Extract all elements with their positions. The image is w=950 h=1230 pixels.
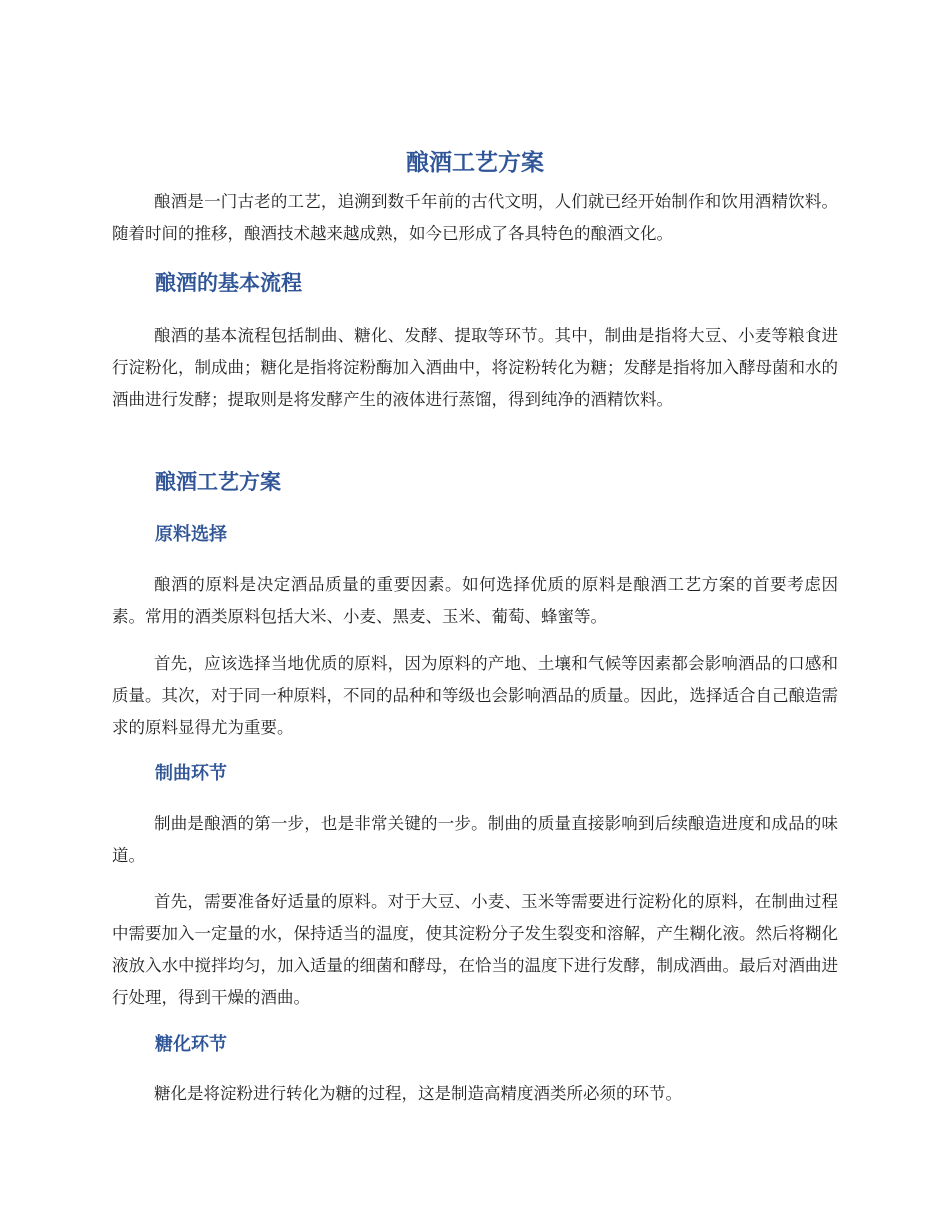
document-title: 酿酒工艺方案 <box>406 150 544 176</box>
materials-paragraph-1: 酿酒的原料是决定酒品质量的重要因素。如何选择优质的原料是酿酒工艺方案的首要考虑因素。常用的酒类原料包括大米、小麦、黑麦、玉米、葡萄、蜂蜜等。 <box>112 575 838 626</box>
section-heading-brewing-plan: 酿酒工艺方案 <box>155 470 281 494</box>
subsection-heading-saccharification: 糖化环节 <box>155 1034 227 1055</box>
subsection-heading-materials: 原料选择 <box>155 524 227 545</box>
materials-paragraph-2: 首先，应该选择当地优质的原料，因为原料的产地、土壤和气候等因素都会影响酒品的口感和质量。其次，对于同一种原料，不同的品种和等级也会影响酒品的质量。因此，选择适合自己酿造需求的原料显得尤为重要。 <box>112 654 838 737</box>
basic-process-paragraph: 酿酒的基本流程包括制曲、糖化、发酵、提取等环节。其中，制曲是指将大豆、小麦等粮食进行淀粉化，制成曲；糖化是指将淀粉酶加入酒曲中，将淀粉转化为糖；发酵是指将加入酵母菌和水的酒曲进行发酵；提取则是将发酵产生的液体进行蒸馏，得到纯净的酒精饮料。 <box>112 326 838 409</box>
intro-paragraph: 酿酒是一门古老的工艺，追溯到数千年前的古代文明，人们就已经开始制作和饮用酒精饮料。随着时间的推移，酿酒技术越来越成熟，如今已形成了各具特色的酿酒文化。 <box>112 192 838 243</box>
qu-making-paragraph-2: 首先，需要准备好适量的原料。对于大豆、小麦、玉米等需要进行淀粉化的原料，在制曲过程中需要加入一定量的水，保持适当的温度，使其淀粉分子发生裂变和溶解，产生糊化液。然后将糊化液放入水中搅拌均匀，加入适量的细菌和酵母，在恰当的温度下进行发酵，制成酒曲。最后对酒曲进行处理，得到干燥的酒曲。 <box>112 892 838 1007</box>
saccharification-paragraph-1: 糖化是将淀粉进行转化为糖的过程，这是制造高精度酒类所必须的环节。 <box>154 1084 682 1103</box>
section-heading-basic-process: 酿酒的基本流程 <box>155 271 302 295</box>
subsection-heading-qu-making: 制曲环节 <box>155 763 227 784</box>
qu-making-paragraph-1: 制曲是酿酒的第一步，也是非常关键的一步。制曲的质量直接影响到后续酿造进度和成品的味道。 <box>112 814 838 865</box>
